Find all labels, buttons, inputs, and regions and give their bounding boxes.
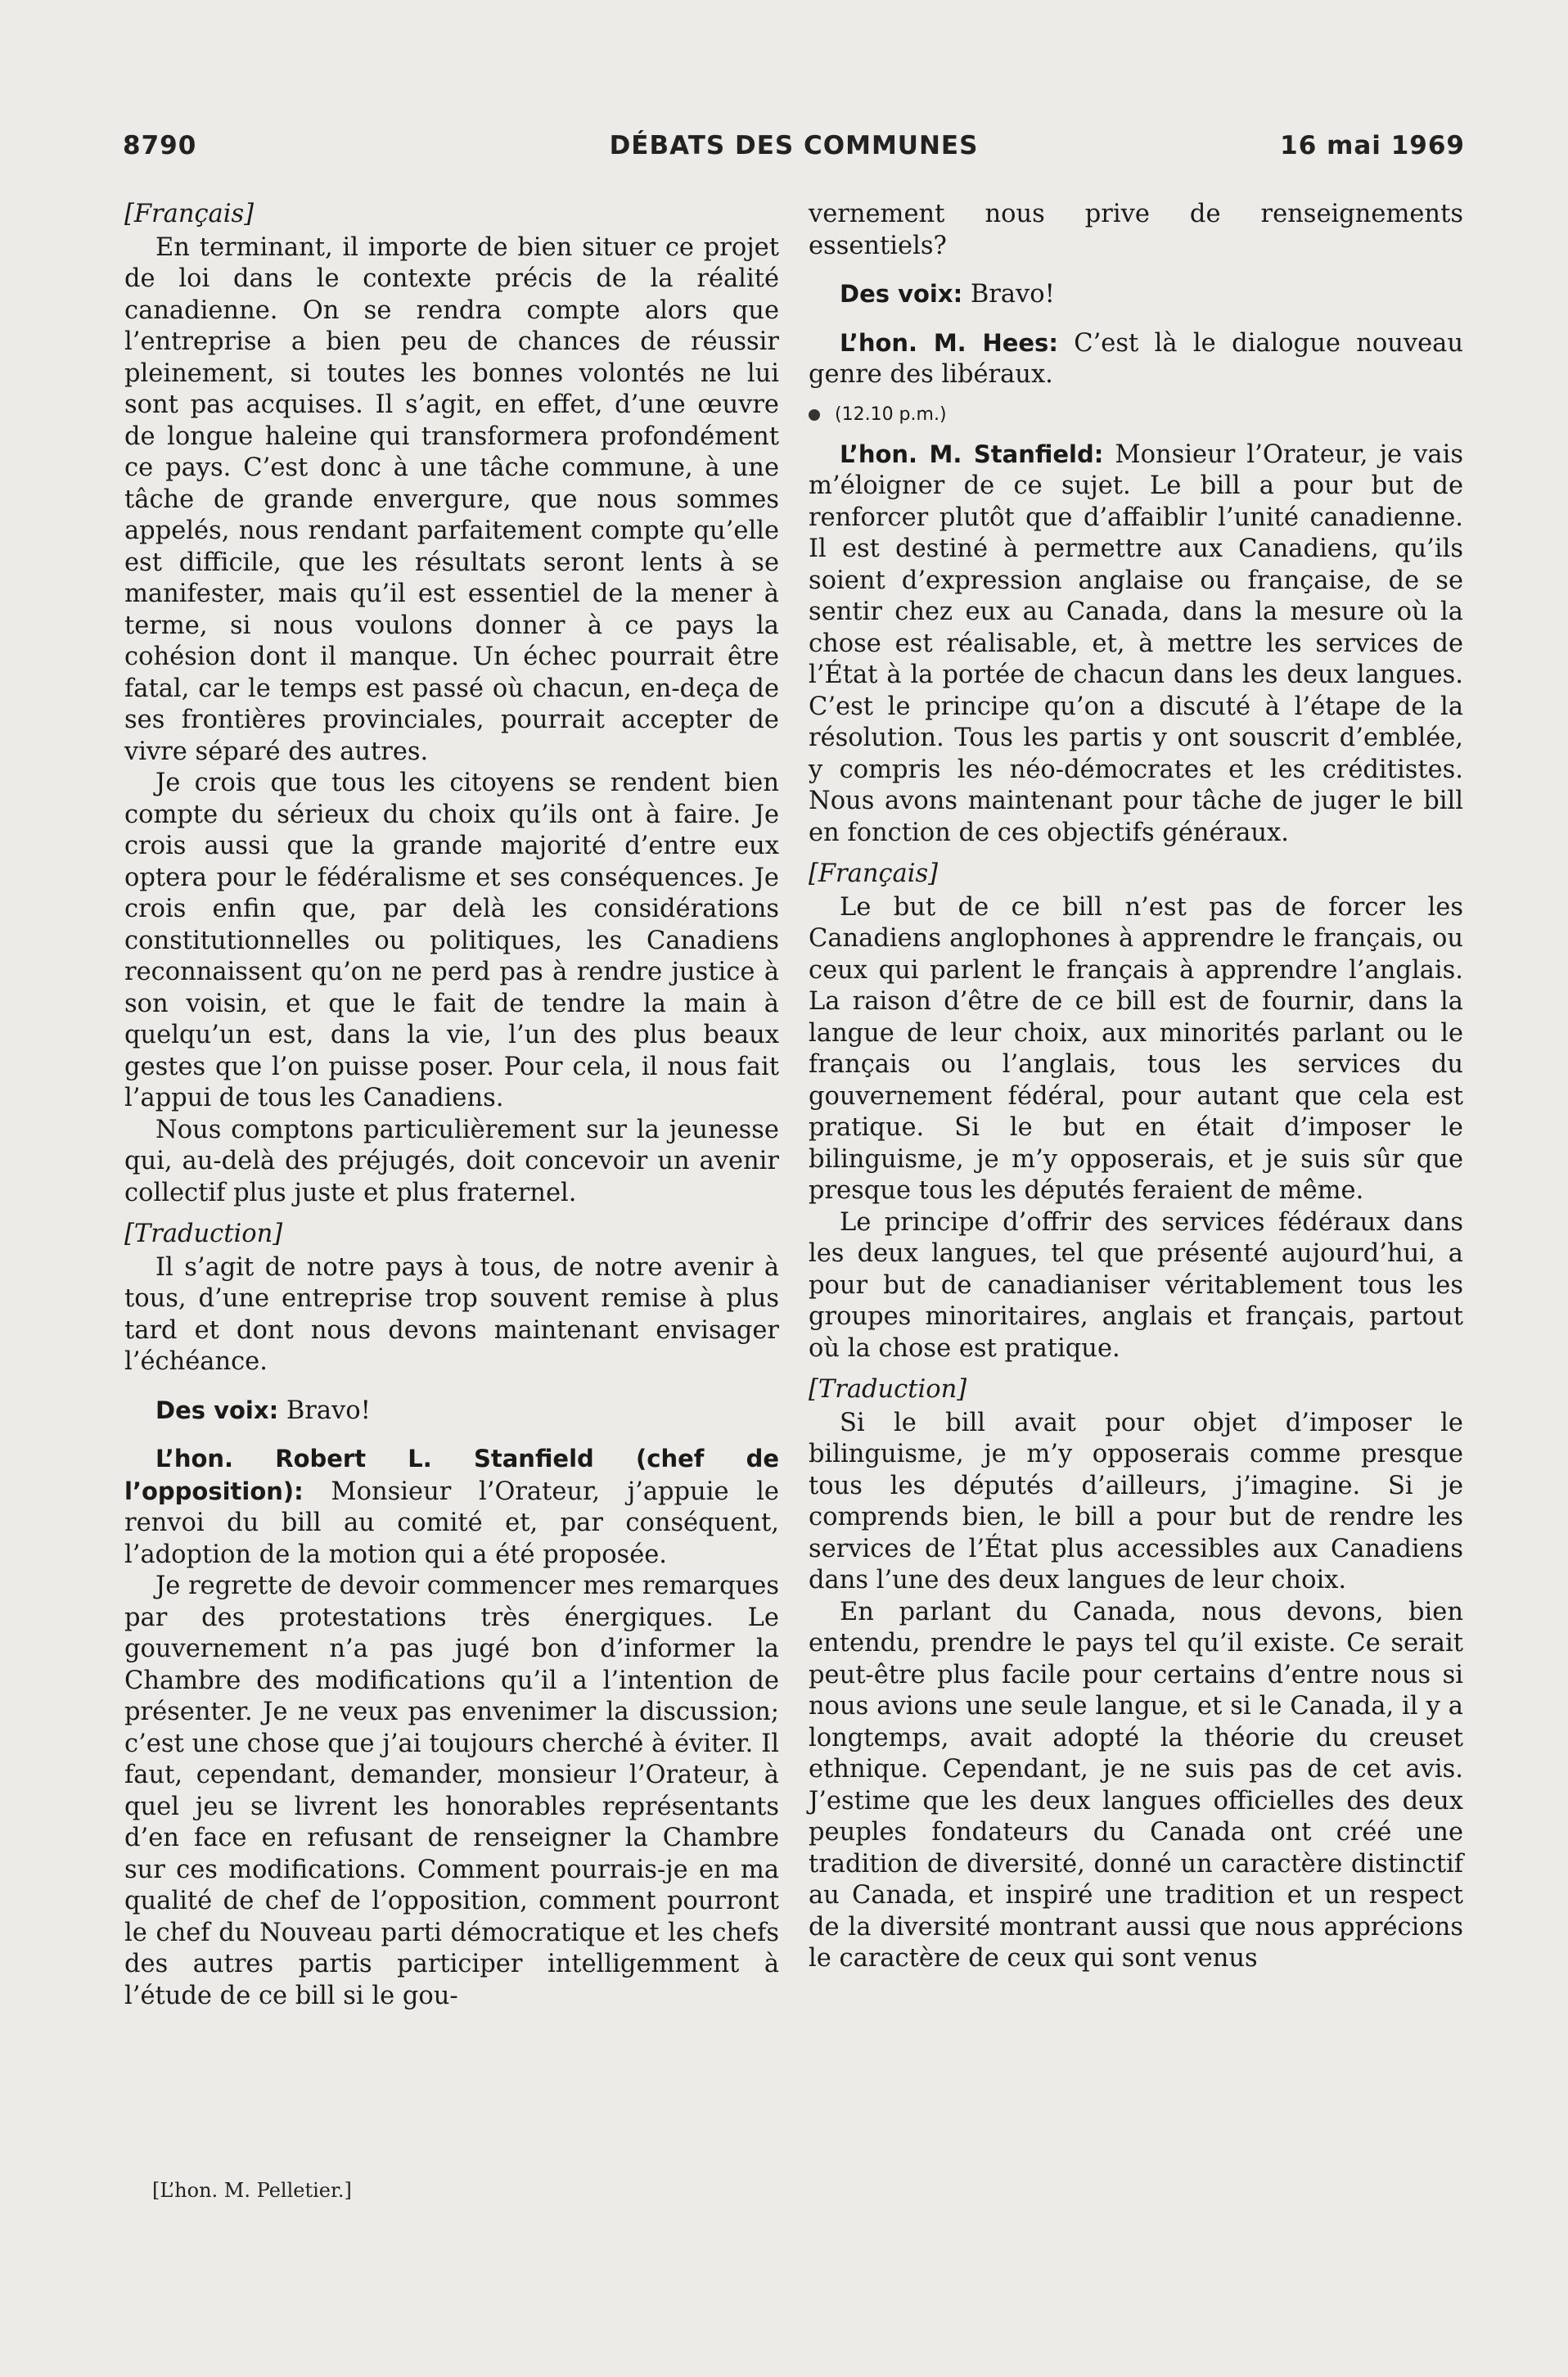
bullet-icon bbox=[809, 409, 820, 421]
language-tag-traduction: [Traduction] bbox=[809, 1375, 967, 1404]
paragraph: Le but de ce bill n’est pas de forcer les Canadiens anglophones à apprendre le français, ou ceux qui parlent le français à apprendre l’anglais. La raison d’être de ce bill est de fournir, dans la langue de leur choix, aux minorités parlant ou le français ou l’anglais, tous les services du gouvernement fédéral, pour autant que cela est pratique. Si le but en était d’imposer le bilinguisme, je m’y opposerais, et je suis sûr que presque tous les députés feraient de même. bbox=[809, 892, 1463, 1205]
speaker-name: L’hon. M. Hees: bbox=[840, 328, 1058, 357]
paragraph: Je regrette de devoir commencer mes remarques par des protestations très énergiques. Le gouvernement n’a pas jugé bon d’informer la Chambre des modifications qu’il a l’intention de présenter. Je ne veux pas envenimer la discussion; c’est une chose que j’ai toujours cherché à éviter. Il faut, cependant, demander, monsieur l’Orateur, à quel jeu se livrent les honorables représentants d’en face en refusant de renseigner la Chambre sur ces modifications. Comment pourrais-je en ma qualité de chef de l’opposition, comment pourront le chef du Nouveau parti démocratique et les chefs des autres partis participer intelligemment à l’étude de ce bill si le gou- bbox=[124, 1572, 779, 2010]
speaker-name: Des voix: bbox=[840, 280, 963, 308]
speaker-turn bbox=[809, 327, 1463, 391]
speech-text: Bravo! bbox=[962, 280, 1055, 309]
publication-title: DÉBATS DES COMMUNES bbox=[609, 131, 979, 160]
paragraph: Nous comptons particulièrement sur la jeunesse qui, au-delà des préjugés, doit concevoir un avenir collectif plus juste et plus fraternel. bbox=[124, 1115, 779, 1207]
speaker-turn bbox=[124, 1395, 779, 1428]
right-column bbox=[809, 199, 1463, 1975]
speaker-name: Des voix: bbox=[155, 1396, 279, 1424]
language-tag-traduction: [Traduction] bbox=[124, 1220, 283, 1248]
speech-text: C’est là le dialogue nouveau genre des libéraux. bbox=[809, 328, 1463, 389]
speaker-turn bbox=[809, 439, 1463, 850]
speech-text: Monsieur l’Orateur, je vais m’éloigner de ce sujet. Le bill a pour but de renforcer plutôt que d’affaiblir l’unité canadienne. Il est destiné à permettre aux Canadiens, qu’ils soient d’expression anglaise ou française, de se sentir chez eux au Canada, dans la mesure où la chose est réalisable, et, à mettre les services de l’État à la portée de chacun dans les deux langues. C’est le principe qu’on a discuté à l’étape de la résolution. Tous les partis y ont souscrit d’emblée, y compris les néo-démocrates et les créditistes. Nous avons maintenant pour tâche de juger le bill en fonction de ces objectifs généraux. bbox=[809, 440, 1463, 847]
paragraph: Le principe d’offrir des services fédéraux dans les deux langues, tel que présenté aujourd’hui, a pour but de canadianiser véritablement tous les groupes minoritaires, anglais et français, partout où la chose est pratique. bbox=[809, 1207, 1463, 1363]
page-date: 16 mai 1969 bbox=[1280, 131, 1465, 160]
speech-text: Bravo! bbox=[278, 1396, 371, 1425]
speaker-name: L’hon. M. Stanfield: bbox=[840, 440, 1104, 468]
paragraph: Si le bill avait pour objet d’imposer le bilinguisme, je m’y opposerais comme presque tous les députés d’ailleurs, j’imagine. Si je comprends bien, le bill a pour but de rendre les services de l’État plus accessibles aux Canadiens dans l’une des deux langues de leur choix. bbox=[809, 1408, 1463, 1594]
page-number: 8790 bbox=[123, 131, 197, 160]
left-column bbox=[124, 199, 779, 2012]
timestamp-text: (12.10 p.m.) bbox=[835, 404, 947, 425]
paragraph: En parlant du Canada, nous devons, bien entendu, prendre le pays tel qu’il existe. Ce serait peut-être plus facile pour certains d’entre nous si nous avions une seule langue, et si le Canada, il y a longtemps, avait adopté la théorie du creuset ethnique. Cependant, je ne suis pas de cet avis. J’estime que les deux langues officielles des deux peuples fondateurs du Canada ont créé une tradition de diversité, donné un caractère distinctif au Canada, et inspiré une tradition et un respect de la diversité montrant aussi que nous apprécions le caractère de ceux qui sont venus bbox=[809, 1597, 1463, 1973]
speaker-name: L’hon. Robert L. Stanfield (chef de l’opposition): bbox=[124, 1445, 779, 1505]
speech-text: Monsieur l’Orateur, j’appuie le renvoi du bill au comité et, par conséquent, l’adoption de la motion qui a été proposée. bbox=[124, 1477, 779, 1569]
paragraph: Il s’agit de notre pays à tous, de notre avenir à tous, d’une entreprise trop souvent remise à plus tard et dont nous devons maintenant envisager l’échéance. bbox=[124, 1252, 779, 1376]
speaker-turn bbox=[809, 278, 1463, 311]
footnote: [L’hon. M. Pelletier.] bbox=[152, 2179, 352, 2202]
paragraph: En terminant, il importe de bien situer ce projet de loi dans le contexte précis de la réalité canadienne. On se rendra compte alors que l’entreprise a bien peu de chances de réussir pleinement, si toutes les bonnes volontés ne lui sont pas acquises. Il s’agit, en effet, d’une œuvre de longue haleine qui transformera profondément ce pays. C’est donc à une tâche commune, à une tâche de grande envergure, que nous sommes appelés, nous rendant parfaitement compte qu’elle est difficile, que les résultats seront lents à se manifester, mais qu’il est essentiel de la mener à terme, si nous voulons donner à ce pays la cohésion dont il manque. Un échec pourrait être fatal, car le temps est passé où chacun, en-deça de ses frontières provinciales, pourrait accepter de vivre séparé des autres. bbox=[124, 232, 779, 766]
paragraph: Je crois que tous les citoyens se rendent bien compte du sérieux du choix qu’ils ont à faire. Je crois aussi que la grande majorité d’entre eux optera pour le fédéralisme et ses conséquences. Je crois enfin que, par delà les considérations constitutionnelles ou politiques, les Canadiens reconnaissent qu’on ne perd pas à rendre justice à son voisin, et que le fait de tendre la main à quelqu’un est, dans la vie, l’un des plus beaux gestes que l’on puisse poser. Pour cela, il nous fait l’appui de tous les Canadiens. bbox=[124, 769, 779, 1112]
paragraph: vernement nous prive de renseignements essentiels? bbox=[809, 200, 1463, 260]
timestamp bbox=[809, 403, 1463, 427]
language-tag-francais: [Français] bbox=[124, 200, 255, 228]
speaker-turn bbox=[124, 1443, 779, 1571]
language-tag-francais: [Français] bbox=[809, 859, 939, 888]
